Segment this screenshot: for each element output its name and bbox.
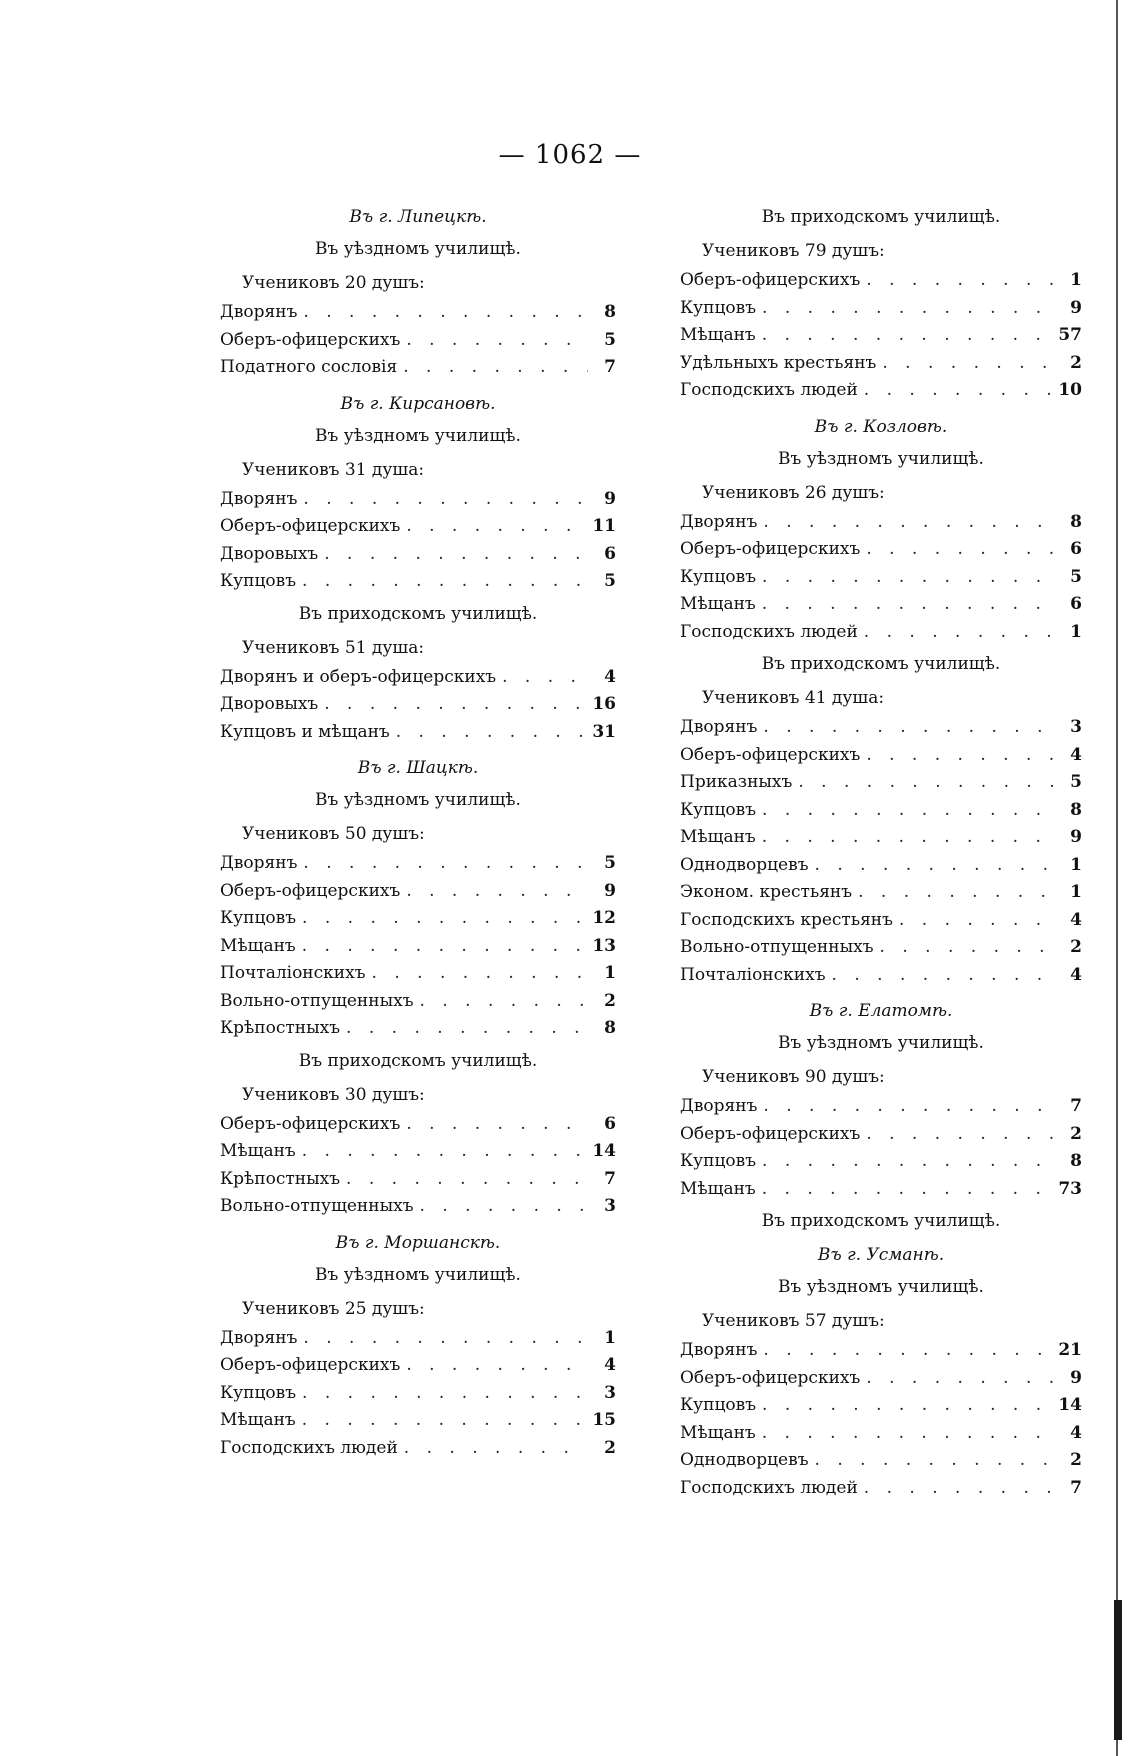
row-label: Мѣщанъ — [220, 935, 296, 956]
row-value: 16 — [592, 694, 616, 714]
dot-leader — [866, 536, 1054, 564]
row-value: 5 — [1070, 566, 1082, 587]
row-label: Оберъ-офицерскихъ — [220, 880, 401, 901]
school-block — [220, 1049, 616, 1221]
dot-leader — [763, 1093, 1054, 1121]
row-label: Оберъ-офицерскихъ — [680, 1123, 861, 1144]
table-row — [680, 295, 1082, 323]
dot-leader — [303, 299, 588, 327]
row-value: 10 — [1058, 380, 1082, 400]
row-label: Купцовъ — [680, 1151, 757, 1171]
table-row — [680, 1420, 1082, 1448]
row-value: 3 — [604, 1382, 616, 1403]
school-heading: Въ приходскомъ училищѣ. — [298, 1050, 538, 1071]
dot-leader — [882, 350, 1054, 378]
table-row — [220, 513, 616, 541]
row-label: Почталіонскихъ — [220, 963, 366, 983]
dot-leader — [303, 486, 588, 514]
school-heading: Въ приходскомъ училищѣ. — [761, 1211, 1001, 1231]
table-row — [220, 568, 616, 596]
row-label: Купцовъ — [220, 908, 297, 928]
dot-leader — [832, 962, 1054, 990]
dot-leader — [324, 691, 586, 719]
table-row — [680, 350, 1082, 378]
row-value: 11 — [592, 516, 616, 536]
row-label: Купцовъ и мѣщанъ — [220, 721, 390, 742]
row-label: Мѣщанъ — [680, 827, 756, 847]
table-row — [680, 564, 1082, 592]
student-total: Учениковъ 51 душа: — [242, 637, 425, 658]
city-heading: Въ г. Шацкѣ. — [357, 758, 479, 778]
table-row — [220, 960, 616, 988]
student-total: Учениковъ 20 душъ: — [242, 273, 425, 293]
dot-leader — [502, 664, 588, 692]
row-value: 2 — [1070, 1123, 1082, 1144]
dot-leader — [302, 1138, 587, 1166]
dot-leader — [864, 377, 1053, 405]
dot-leader — [880, 934, 1054, 962]
city-heading: Въ г. Елатомѣ. — [809, 1001, 953, 1021]
dot-leader — [762, 295, 1054, 323]
dot-leader — [302, 905, 586, 933]
row-value: 2 — [1070, 1450, 1082, 1470]
dot-leader — [302, 1380, 588, 1408]
table-row — [680, 591, 1082, 619]
row-value: 9 — [1070, 297, 1082, 318]
table-row — [220, 850, 616, 878]
row-label: Вольно-отпущенныхъ — [680, 937, 874, 957]
row-label: Господскихъ людей — [680, 621, 858, 642]
row-value: 5 — [604, 329, 616, 350]
row-value: 2 — [1070, 937, 1082, 957]
row-label: Купцовъ — [680, 1395, 757, 1415]
dot-leader — [403, 354, 588, 382]
row-label: Приказныхъ — [680, 772, 793, 792]
dot-leader — [864, 619, 1054, 647]
student-total: Учениковъ 41 душа: — [702, 688, 885, 708]
school-block — [680, 1209, 1082, 1233]
table-row — [680, 1447, 1082, 1475]
dot-leader — [763, 1337, 1052, 1365]
row-value: 4 — [1070, 1422, 1082, 1443]
row-label: Дворовыхъ — [220, 543, 319, 564]
row-label: Дворянъ — [680, 1340, 758, 1360]
row-label: Однодворцевъ — [680, 854, 809, 875]
row-label: Оберъ-офицерскихъ — [680, 744, 861, 765]
row-value: 9 — [1070, 827, 1082, 847]
row-label: Дворянъ — [220, 1327, 298, 1348]
row-label: Мѣщанъ — [220, 1141, 296, 1161]
table-row — [680, 377, 1082, 405]
student-total: Учениковъ 30 душъ: — [242, 1084, 425, 1105]
row-label: Дворянъ — [680, 511, 758, 532]
table-row — [220, 1325, 616, 1353]
table-row — [680, 797, 1082, 825]
row-value: 1 — [1070, 854, 1082, 875]
row-label: Дворянъ — [680, 1096, 758, 1116]
dot-leader — [866, 1121, 1054, 1149]
row-value: 9 — [1070, 1367, 1082, 1388]
table-row — [220, 878, 616, 906]
row-label: Почталіонскихъ — [680, 964, 826, 985]
row-label: Вольно-отпущенныхъ — [220, 1196, 414, 1216]
row-value: 6 — [1070, 594, 1082, 614]
student-total: Учениковъ 50 душъ: — [242, 824, 425, 844]
row-value: 6 — [604, 1113, 616, 1134]
school-heading: Въ уѣздномъ училищѣ. — [778, 448, 984, 469]
dot-leader — [762, 824, 1054, 852]
table-row — [680, 1148, 1082, 1176]
dot-leader — [396, 719, 587, 747]
row-value: 7 — [604, 1168, 616, 1189]
row-label: Эконом. крестьянъ — [680, 882, 853, 902]
row-value: 8 — [1070, 511, 1082, 532]
row-label: Господскихъ людей — [680, 1477, 858, 1498]
row-label: Однодворцевъ — [680, 1450, 809, 1470]
row-label: Дворянъ и оберъ-офицерскихъ — [220, 666, 497, 687]
row-value: 5 — [604, 853, 616, 873]
row-label: Дворовыхъ — [220, 694, 319, 714]
row-label: Господскихъ людей — [220, 1437, 398, 1458]
school-block — [680, 652, 1082, 989]
dot-leader — [763, 714, 1054, 742]
row-value: 21 — [1058, 1340, 1082, 1360]
school-block — [220, 756, 616, 1043]
table-row — [220, 486, 616, 514]
table-row — [680, 322, 1082, 350]
student-total: Учениковъ 79 душъ: — [702, 241, 885, 261]
table-row — [220, 541, 616, 569]
row-value: 7 — [1070, 1096, 1082, 1116]
table-row — [220, 905, 616, 933]
table-row — [680, 536, 1082, 564]
student-total: Учениковъ 26 душъ: — [702, 482, 885, 503]
row-value: 3 — [1070, 717, 1082, 737]
row-value: 1 — [1070, 621, 1082, 642]
table-row — [680, 1121, 1082, 1149]
dot-leader — [406, 878, 588, 906]
left-column — [220, 205, 616, 1462]
row-value: 9 — [604, 488, 616, 509]
row-label: Податного сословія — [220, 357, 398, 377]
row-value: 8 — [604, 302, 616, 322]
table-row — [220, 299, 616, 327]
student-total: Учениковъ 90 душъ: — [702, 1067, 885, 1087]
row-value: 8 — [1070, 1151, 1082, 1171]
dot-leader — [302, 568, 588, 596]
row-value: 4 — [1070, 744, 1082, 765]
row-value: 13 — [592, 935, 616, 956]
dot-leader — [899, 907, 1054, 935]
school-heading: Въ приходскомъ училищѣ. — [298, 603, 538, 624]
school-block — [220, 1231, 616, 1463]
row-label: Оберъ-офицерскихъ — [680, 270, 861, 290]
dot-leader — [815, 1447, 1054, 1475]
row-value: 14 — [1058, 1395, 1082, 1415]
row-label: Крѣпостныхъ — [220, 1018, 341, 1038]
row-label: Оберъ-офицерскихъ — [220, 329, 401, 350]
school-block — [680, 205, 1082, 405]
row-value: 6 — [604, 543, 616, 564]
row-value: 9 — [604, 880, 616, 901]
dot-leader — [762, 564, 1054, 592]
dot-leader — [798, 769, 1054, 797]
row-value: 7 — [604, 357, 616, 377]
dot-leader — [406, 327, 588, 355]
school-block — [220, 205, 616, 382]
row-label: Дворянъ — [220, 853, 298, 873]
table-row — [680, 1176, 1082, 1204]
table-row — [220, 1015, 616, 1043]
student-total: Учениковъ 57 душъ: — [702, 1311, 885, 1331]
row-label: Крѣпостныхъ — [220, 1168, 341, 1189]
dot-leader — [762, 797, 1054, 825]
row-label: Купцовъ — [680, 297, 757, 318]
row-label: Купцовъ — [680, 799, 757, 820]
row-label: Оберъ-офицерскихъ — [220, 1355, 401, 1375]
table-row — [220, 1352, 616, 1380]
row-label: Дворянъ — [220, 302, 298, 322]
city-heading: Въ г. Кирсановѣ. — [340, 393, 496, 414]
row-label: Дворянъ — [220, 488, 298, 509]
school-heading: Въ приходскомъ училищѣ. — [761, 654, 1001, 674]
row-value: 73 — [1058, 1178, 1082, 1199]
school-block — [680, 415, 1082, 647]
table-row — [680, 962, 1082, 990]
row-label: Оберъ-офицерскихъ — [680, 539, 861, 559]
table-row — [680, 934, 1082, 962]
row-label: Господскихъ крестьянъ — [680, 909, 893, 930]
school-block — [680, 1243, 1082, 1502]
row-value: 12 — [592, 908, 616, 928]
row-value: 57 — [1058, 325, 1082, 345]
row-label: Оберъ-офицерскихъ — [220, 1113, 401, 1134]
page-edge — [1116, 0, 1118, 1756]
row-value: 6 — [1070, 539, 1082, 559]
table-row — [220, 1193, 616, 1221]
dot-leader — [404, 1435, 588, 1463]
dot-leader — [858, 879, 1054, 907]
city-heading: Въ г. Липецкѣ. — [349, 207, 487, 227]
row-value: 4 — [1070, 964, 1082, 985]
table-row — [680, 1093, 1082, 1121]
binding-mark — [1114, 1600, 1122, 1740]
dot-leader — [302, 1407, 587, 1435]
dot-leader — [372, 960, 588, 988]
dot-leader — [763, 509, 1054, 537]
right-column — [680, 205, 1082, 1502]
row-value: 3 — [604, 1196, 616, 1216]
table-row — [220, 354, 616, 382]
row-label: Мѣщанъ — [680, 594, 756, 614]
row-value: 1 — [1070, 270, 1082, 290]
dot-leader — [762, 591, 1054, 619]
row-label: Мѣщанъ — [220, 1410, 296, 1430]
dot-leader — [864, 1475, 1054, 1503]
school-block — [220, 602, 616, 747]
table-row — [680, 267, 1082, 295]
dot-leader — [406, 513, 586, 541]
page-number: — 1062 — — [498, 140, 642, 170]
dot-leader — [303, 850, 588, 878]
table-row — [680, 1337, 1082, 1365]
dot-leader — [866, 742, 1054, 770]
table-row — [220, 1166, 616, 1194]
school-block — [220, 392, 616, 596]
row-label: Купцовъ — [680, 566, 757, 587]
row-value: 15 — [592, 1410, 616, 1430]
table-row — [220, 1435, 616, 1463]
row-value: 8 — [604, 1018, 616, 1038]
dot-leader — [420, 1193, 588, 1221]
table-row — [220, 1407, 616, 1435]
row-label: Купцовъ — [220, 571, 297, 591]
table-row — [220, 1138, 616, 1166]
city-heading: Въ г. Козловѣ. — [814, 416, 948, 437]
table-row — [220, 719, 616, 747]
city-heading: Въ г. Усманѣ. — [817, 1245, 945, 1265]
dot-leader — [346, 1166, 588, 1194]
row-value: 1 — [1070, 882, 1082, 902]
table-row — [220, 664, 616, 692]
table-row — [680, 742, 1082, 770]
school-heading: Въ уѣздномъ училищѣ. — [315, 239, 521, 259]
dot-leader — [866, 267, 1054, 295]
row-label: Удѣльныхъ крестьянъ — [680, 352, 877, 373]
row-value: 2 — [1070, 352, 1082, 373]
table-row — [680, 619, 1082, 647]
row-value: 2 — [604, 990, 616, 1011]
row-value: 4 — [604, 1355, 616, 1375]
table-row — [680, 714, 1082, 742]
dot-leader — [406, 1111, 588, 1139]
table-row — [220, 933, 616, 961]
student-total: Учениковъ 25 душъ: — [242, 1298, 425, 1319]
row-value: 31 — [592, 721, 616, 742]
table-row — [220, 327, 616, 355]
row-value: 5 — [604, 571, 616, 591]
dot-leader — [762, 322, 1053, 350]
table-row — [680, 769, 1082, 797]
table-row — [680, 824, 1082, 852]
row-value: 8 — [1070, 799, 1082, 820]
row-label: Оберъ-офицерскихъ — [680, 1367, 861, 1388]
row-value: 1 — [604, 1327, 616, 1348]
row-value: 4 — [1070, 909, 1082, 930]
school-block — [680, 999, 1082, 1203]
table-row — [220, 1111, 616, 1139]
dot-leader — [324, 541, 588, 569]
school-heading: Въ уѣздномъ училищѣ. — [315, 425, 521, 446]
table-row — [680, 1475, 1082, 1503]
dot-leader — [346, 1015, 588, 1043]
row-value: 5 — [1070, 772, 1082, 792]
table-row — [680, 1392, 1082, 1420]
row-label: Мѣщанъ — [680, 325, 756, 345]
table-row — [680, 1365, 1082, 1393]
dot-leader — [762, 1176, 1053, 1204]
row-label: Купцовъ — [220, 1382, 297, 1403]
row-label: Оберъ-офицерскихъ — [220, 516, 401, 536]
dot-leader — [303, 1325, 588, 1353]
dot-leader — [762, 1420, 1054, 1448]
table-row — [680, 852, 1082, 880]
school-heading: Въ уѣздномъ училищѣ. — [778, 1033, 984, 1053]
dot-leader — [302, 933, 587, 961]
table-row — [220, 1380, 616, 1408]
dot-leader — [420, 988, 588, 1016]
school-heading: Въ уѣздномъ училищѣ. — [315, 1264, 521, 1285]
dot-leader — [406, 1352, 588, 1380]
school-heading: Въ уѣздномъ училищѣ. — [778, 1277, 984, 1297]
table-row — [680, 509, 1082, 537]
row-value: 4 — [604, 666, 616, 687]
row-value: 1 — [604, 963, 616, 983]
table-row — [220, 988, 616, 1016]
row-label: Дворянъ — [680, 717, 758, 737]
dot-leader — [762, 1148, 1054, 1176]
row-value: 14 — [592, 1141, 616, 1161]
city-heading: Въ г. Моршанскѣ. — [335, 1232, 501, 1253]
row-label: Мѣщанъ — [680, 1422, 756, 1443]
row-label: Господскихъ людей — [680, 380, 858, 400]
row-value: 2 — [604, 1437, 616, 1458]
dot-leader — [866, 1365, 1054, 1393]
dot-leader — [815, 852, 1054, 880]
table-row — [220, 691, 616, 719]
student-total: Учениковъ 31 душа: — [242, 459, 425, 480]
row-value: 7 — [1070, 1477, 1082, 1498]
school-heading: Въ приходскомъ училищѣ. — [761, 207, 1001, 227]
school-heading: Въ уѣздномъ училищѣ. — [315, 790, 521, 810]
row-label: Вольно-отпущенныхъ — [220, 990, 414, 1011]
table-row — [680, 879, 1082, 907]
row-label: Мѣщанъ — [680, 1178, 756, 1199]
table-row — [680, 907, 1082, 935]
dot-leader — [762, 1392, 1052, 1420]
